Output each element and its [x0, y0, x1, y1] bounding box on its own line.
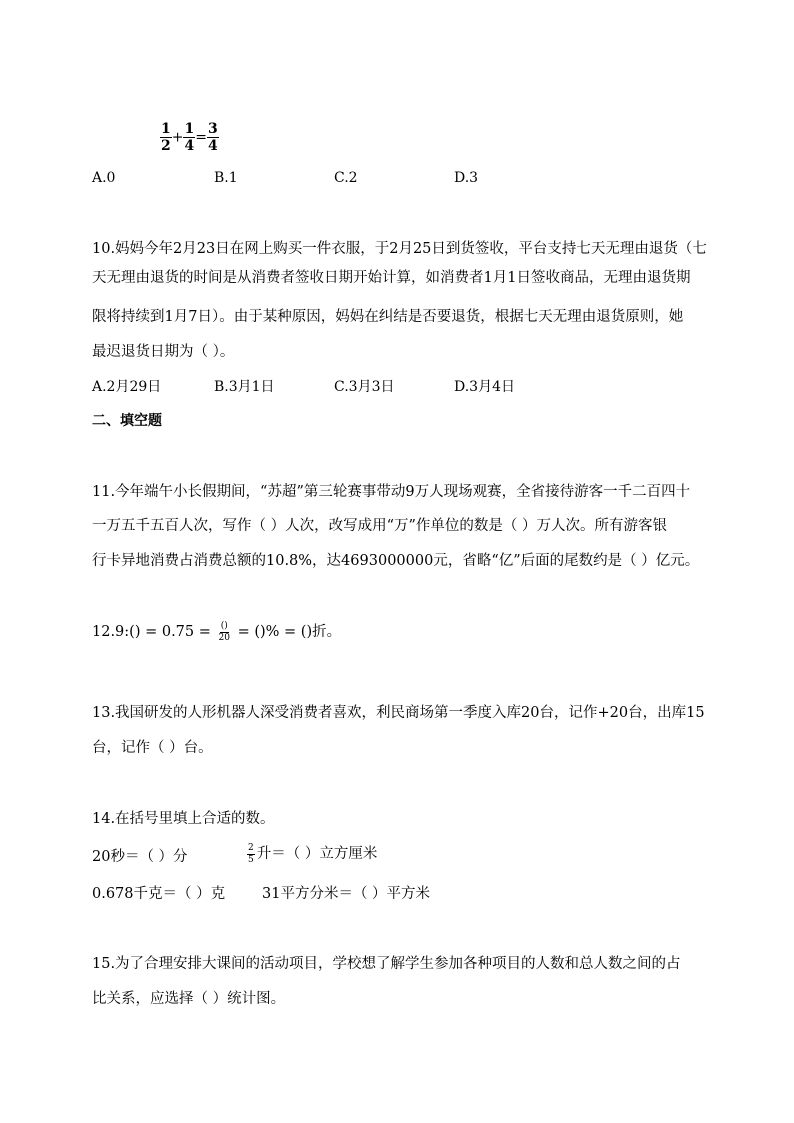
q9-equation: $\frac{1}{2}$ + $\frac{1}{4}$ = $\frac{3}{4}$	[161, 121, 218, 154]
fraction-b: $\frac{1}{4}$	[184, 121, 195, 154]
q9-option-c[interactable]: C.2	[334, 170, 358, 186]
q10-option-d[interactable]: D.3月4日	[454, 379, 515, 395]
q11-line-3: 行卡异地消费占消费总额的10.8%，达4693000000元，省略“亿”后面的尾数约是（ ）亿元。	[92, 553, 700, 569]
q10-line-4: 最迟退货日期为（ ）。	[92, 344, 235, 360]
q9-option-a[interactable]: A.0	[92, 170, 116, 186]
q9-option-b[interactable]: B.1	[214, 170, 238, 186]
q14-item-4: 31平方分米＝（ ）平方米	[262, 886, 431, 902]
q9-option-d[interactable]: D.3	[454, 170, 479, 186]
q10-option-b[interactable]: B.3月1日	[214, 379, 275, 395]
q14-fraction: $\frac{2}{5}$	[248, 842, 254, 865]
q10-line-3: 限将持续到1月7日）。由于某种原因，妈妈在纠结是否要退货，根据七天无理由退货原则，她	[92, 309, 684, 325]
q12-fraction: $\frac{()}{20}$	[218, 620, 230, 643]
q11-line-1: 11.今年端午小长假期间，“苏超”第三轮赛事带动9万人现场观赛，全省接待游客一千二百四十	[92, 484, 691, 500]
q14-item-3: 0.678千克＝（ ）克	[92, 886, 226, 902]
q13-line-1: 13.我国研发的人形机器人深受消费者喜欢，利民商场第一季度入库20台，记作+20台，出库15	[92, 705, 705, 721]
q14-item-2: $\frac{2}{5}$ 升＝（ ）立方厘米	[248, 842, 378, 865]
q13-line-2: 台，记作（ ）台。	[92, 740, 213, 756]
q10-line-1: 10.妈妈今年2月23日在网上购买一件衣服，于2月25日到货签收，平台支持七天无理由退货（七	[92, 241, 707, 257]
section-heading: 二、填空题	[92, 413, 162, 429]
q11-line-2: 一万五千五百人次，写作（ ）人次，改写成用“万”作单位的数是（ ）万人次。所有游客银	[92, 518, 668, 534]
question-12: 12.9:() = 0.75 = $\frac{()}{20}$ = ()% = ()折。	[92, 620, 342, 643]
q15-line-1: 15.为了合理安排大课间的活动项目，学校想了解学生参加各种项目的人数和总人数之间的占	[92, 956, 681, 972]
q10-option-a[interactable]: A.2月29日	[92, 379, 162, 395]
fraction-a: $\frac{1}{2}$	[161, 121, 171, 154]
q15-line-2: 比关系，应选择（ ）统计图。	[92, 991, 286, 1007]
q10-line-2: 天无理由退货的时间是从消费者签收日期开始计算，如消费者1月1日签收商品，无理由退货期	[92, 270, 691, 286]
fraction-c: $\frac{3}{4}$	[207, 121, 218, 154]
q10-option-c[interactable]: C.3月3日	[334, 379, 395, 395]
q14-item-1: 20秒＝（ ）分	[92, 849, 188, 865]
q14-title: 14.在括号里填上合适的数。	[92, 811, 275, 827]
